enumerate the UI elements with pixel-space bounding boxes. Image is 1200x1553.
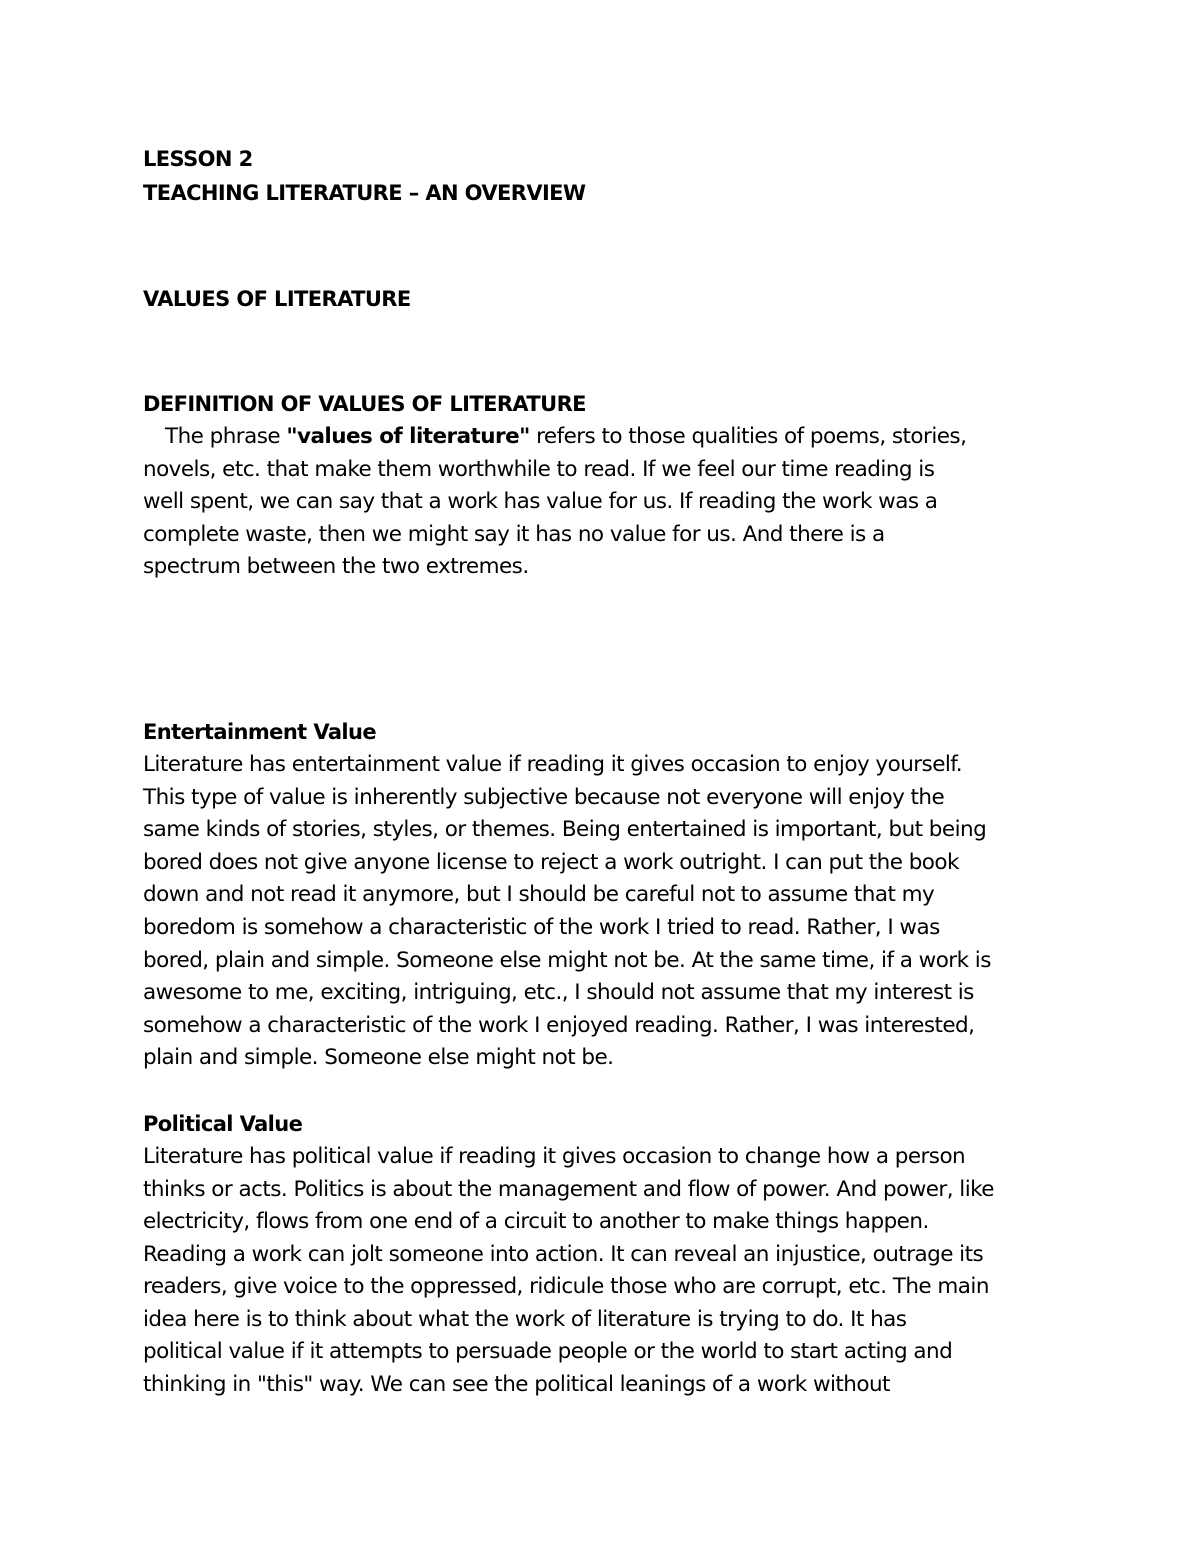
- definition-term: "values of literature": [286, 424, 530, 449]
- definition-line-post: refers to those qualities of poems, stories,: [529, 424, 967, 449]
- definition-section: [143, 387, 1083, 584]
- definition-line-pre: The phrase: [165, 424, 287, 449]
- entertainment-line: awesome to me, exciting, intriguing, etc., I should not assume that my interest is: [143, 980, 974, 1006]
- definition-heading: DEFINITION OF VALUES OF LITERATURE: [143, 392, 586, 416]
- definition-line: complete waste, then we might say it has no value for us. And there is a: [143, 521, 885, 547]
- entertainment-line: This type of value is inherently subjective because not everyone will enjoy the: [143, 784, 945, 810]
- political-line: thinking in "this" way. We can see the political leanings of a work without: [143, 1372, 890, 1398]
- definition-line: well spent, we can say that a work has value for us. If reading the work was a: [143, 489, 938, 515]
- lesson-label: LESSON 2: [143, 147, 253, 171]
- section-title: VALUES OF LITERATURE: [143, 287, 411, 311]
- political-line: readers, give voice to the oppressed, ridicule those who are corrupt, etc. The main: [143, 1274, 989, 1300]
- entertainment-line: somehow a characteristic of the work I enjoyed reading. Rather, I was interested,: [143, 1012, 975, 1038]
- entertainment-line: boredom is somehow a characteristic of the work I tried to read. Rather, I was: [143, 914, 940, 940]
- political-line: Literature has political value if reading it gives occasion to change how a person: [143, 1143, 966, 1169]
- definition-line: spectrum between the two extremes.: [143, 554, 529, 580]
- political-line: electricity, flows from one end of a circuit to another to make things happen.: [143, 1209, 929, 1235]
- entertainment-line: same kinds of stories, styles, or themes. Being entertained is important, but being: [143, 817, 987, 843]
- document-title: TEACHING LITERATURE – AN OVERVIEW: [143, 181, 586, 205]
- entertainment-section: [143, 715, 1083, 1075]
- document-page: [143, 142, 1083, 1402]
- political-line: political value if it attempts to persuade people or the world to start acting and: [143, 1339, 953, 1365]
- entertainment-heading: Entertainment Value: [143, 719, 376, 744]
- political-heading: Political Value: [143, 1111, 303, 1136]
- political-line: thinks or acts. Politics is about the management and flow of power. And power, like: [143, 1176, 994, 1202]
- entertainment-line: plain and simple. Someone else might not be.: [143, 1045, 614, 1071]
- political-line: idea here is to think about what the work of literature is trying to do. It has: [143, 1306, 907, 1332]
- political-line: Reading a work can jolt someone into action. It can reveal an injustice, outrage its: [143, 1241, 984, 1267]
- definition-line: novels, etc. that make them worthwhile to read. If we feel our time reading is: [143, 456, 935, 482]
- entertainment-line: Literature has entertainment value if reading it gives occasion to enjoy yourself.: [143, 751, 963, 777]
- political-section: [143, 1107, 1083, 1402]
- entertainment-line: bored, plain and simple. Someone else might not be. At the same time, if a work is: [143, 947, 991, 973]
- entertainment-line: down and not read it anymore, but I should be careful not to assume that my: [143, 882, 935, 908]
- entertainment-line: bored does not give anyone license to reject a work outright. I can put the book: [143, 849, 959, 875]
- definition-line: [143, 421, 1083, 454]
